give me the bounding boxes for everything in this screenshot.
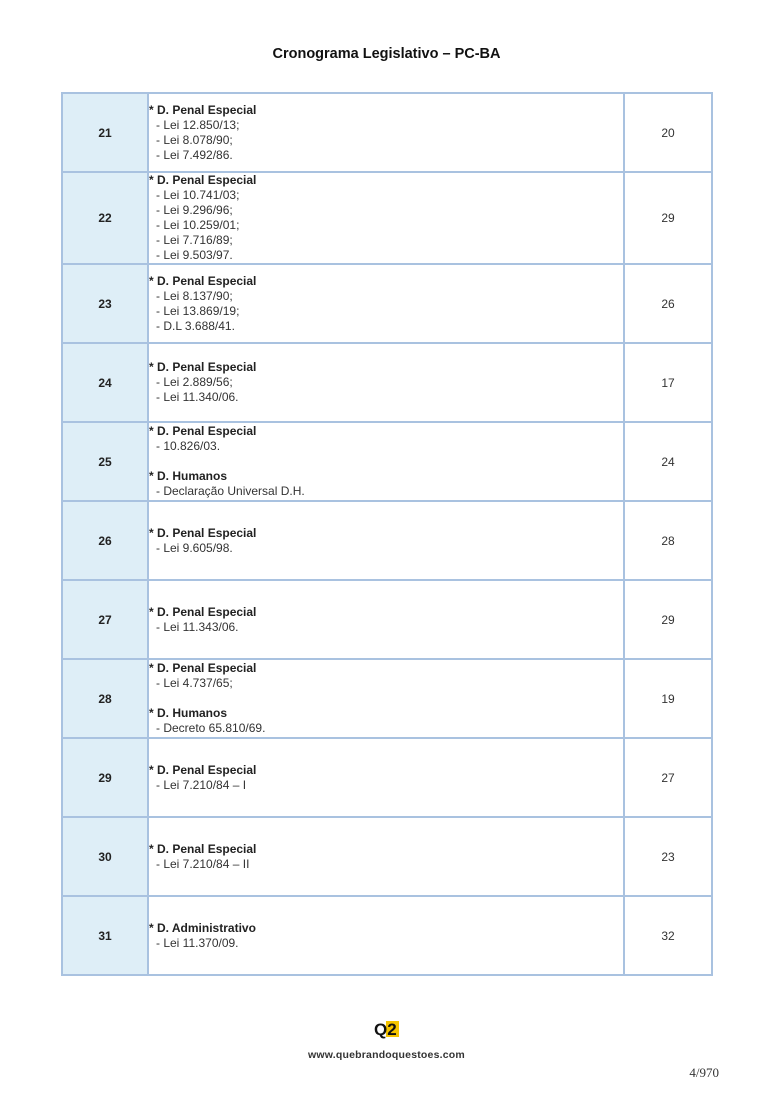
law-item: - Lei 11.370/09. — [156, 935, 239, 950]
question-count: 32 — [661, 928, 675, 943]
content-cell — [149, 581, 625, 660]
law-item: - Decreto 65.810/69. — [156, 721, 266, 735]
subject-title: * D. Penal Especial — [149, 360, 257, 374]
subject-title: * D. Administrativo — [149, 920, 256, 935]
schedule-row — [63, 581, 711, 660]
law-item: - Lei 4.737/65; — [156, 676, 233, 690]
law-item: - Lei 10.259/01; — [156, 218, 240, 232]
question-count: 29 — [625, 173, 711, 265]
schedule-row — [63, 423, 711, 502]
law-item: - Lei 8.078/90; — [156, 132, 233, 147]
subject-title: * D. Penal Especial — [149, 424, 257, 438]
law-item: - Lei 9.503/97. — [156, 248, 233, 262]
subject-title: * D. Humanos — [149, 469, 228, 483]
law-item: - Lei 7.210/84 – II — [156, 856, 250, 871]
question-count: 24 — [625, 423, 711, 502]
content-cell — [149, 344, 625, 423]
subject-title: * D. Penal Especial — [149, 525, 257, 540]
schedule-row — [63, 173, 711, 265]
schedule-row — [63, 265, 711, 344]
schedule-body — [63, 94, 711, 974]
question-count: 26 — [625, 265, 711, 344]
content-cell — [149, 423, 625, 502]
day-number: 31 — [63, 897, 149, 974]
question-count: 17 — [625, 344, 711, 423]
law-item: - 10.826/03. — [156, 439, 221, 453]
subject-title: * D. Humanos — [149, 706, 228, 720]
schedule-row — [63, 660, 711, 739]
day-number: 21 — [63, 94, 149, 173]
schedule-row — [63, 502, 711, 581]
content-cell — [149, 265, 625, 344]
schedule-row — [63, 897, 711, 974]
law-item: - Lei 8.137/90; — [156, 288, 233, 303]
subject-title: * D. Penal Especial — [149, 841, 257, 856]
day-number: 24 — [63, 344, 149, 423]
content-cell — [149, 94, 625, 173]
website-link[interactable]: www.quebrandoquestoes.com — [308, 1049, 465, 1061]
law-item: - Lei 11.343/06. — [156, 619, 239, 634]
law-item: - D.L 3.688/41. — [156, 318, 235, 333]
quebrando-questoes-logo — [372, 1018, 402, 1040]
content-cell — [149, 897, 625, 974]
subject-title: * D. Penal Especial — [149, 173, 257, 187]
day-number: 29 — [63, 739, 149, 818]
question-count: 29 — [625, 581, 711, 660]
law-item: - Lei 9.296/96; — [156, 203, 233, 217]
schedule-row — [63, 739, 711, 818]
question-count: 20 — [625, 94, 711, 173]
group-spacer — [149, 454, 623, 469]
subject-title: * D. Penal Especial — [149, 604, 257, 619]
subject-title: * D. Penal Especial — [149, 762, 257, 777]
content-cell — [149, 502, 625, 581]
law-item: - Lei 13.869/19; — [156, 303, 240, 318]
question-count: 19 — [625, 660, 711, 739]
content-cell — [149, 660, 625, 739]
law-item: - Lei 11.340/06. — [156, 390, 239, 404]
day-number: 26 — [63, 502, 149, 581]
day-number: 22 — [63, 173, 149, 265]
schedule-table — [61, 92, 713, 976]
day-number: 27 — [63, 581, 149, 660]
law-item: - Lei 9.605/98. — [156, 540, 233, 555]
law-item: - Lei 2.889/56; — [156, 375, 233, 389]
question-count: 23 — [625, 818, 711, 897]
page-title: Cronograma Legislativo – PC-BA — [272, 46, 501, 62]
question-count: 27 — [625, 739, 711, 818]
law-item: - Lei 7.716/89; — [156, 233, 233, 247]
day-number: 23 — [63, 265, 149, 344]
schedule-row — [63, 344, 711, 423]
law-item: - Lei 7.210/84 – I — [156, 777, 247, 792]
day-number: 30 — [63, 818, 149, 897]
law-item: - Lei 12.850/13; — [156, 117, 240, 132]
question-count: 28 — [625, 502, 711, 581]
group-spacer — [149, 691, 623, 706]
content-cell — [149, 739, 625, 818]
schedule-row — [63, 818, 711, 897]
content-cell — [149, 818, 625, 897]
day-number: 25 — [63, 423, 149, 502]
subject-title: * D. Penal Especial — [149, 661, 257, 675]
schedule-row — [63, 94, 711, 173]
page-number: 4/970 — [689, 1065, 719, 1080]
day-number: 28 — [63, 660, 149, 739]
content-cell — [149, 173, 625, 265]
logo-text: Q2 — [374, 1020, 397, 1039]
law-item: - Lei 7.492/86. — [156, 147, 233, 162]
subject-title: * D. Penal Especial — [149, 102, 257, 117]
law-item: - Lei 10.741/03; — [156, 188, 240, 202]
law-item: - Declaração Universal D.H. — [156, 484, 305, 498]
subject-title: * D. Penal Especial — [149, 273, 257, 288]
